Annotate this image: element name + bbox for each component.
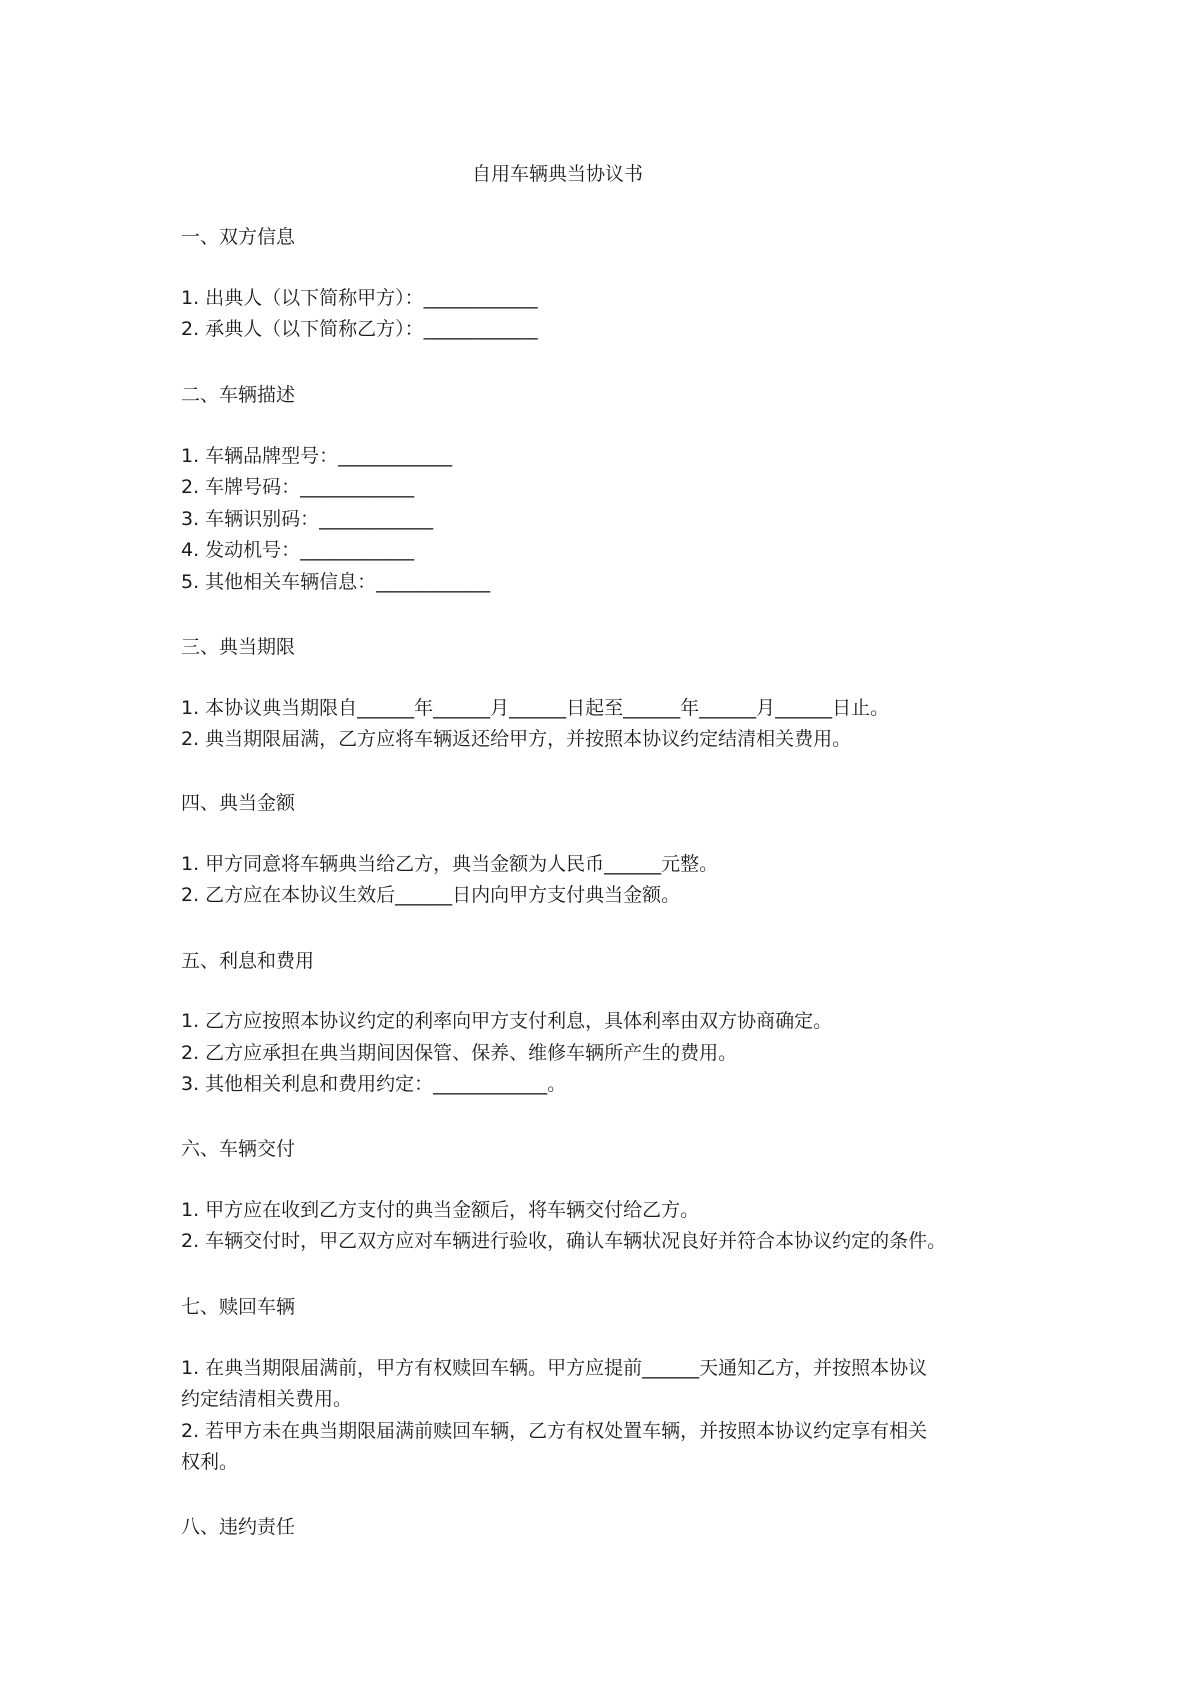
clause-line: 2. 乙方应承担在典当期间因保管、保养、维修车辆所产生的费用。 [181,1042,738,1064]
section-heading-term: 三、典当期限 [181,636,296,658]
clause-line: 2. 若甲方未在典当期限届满前赎回车辆，乙方有权处置车辆，并按照本协议约定享有相关 [181,1420,928,1442]
clause-line: 1. 乙方应按照本协议约定的利率向甲方支付利息，具体利率由双方协商确定。 [181,1010,833,1032]
clause-line: 2. 车牌号码：____________ [181,476,415,498]
clause-line: 2. 典当期限届满，乙方应将车辆返还给甲方，并按照本协议约定结清相关费用。 [181,728,852,750]
document-title: 自用车辆典当协议书 [471,163,643,185]
clause-line: 2. 车辆交付时，甲乙双方应对车辆进行验收，确认车辆状况良好并符合本协议约定的条件。 [181,1230,947,1252]
clause-line: 约定结清相关费用。 [181,1388,353,1410]
section-heading-liability: 八、违约责任 [181,1516,296,1538]
clause-line: 1. 车辆品牌型号：____________ [181,445,453,467]
clause-line: 1. 甲方同意将车辆典当给乙方，典当金额为人民币______元整。 [181,853,719,875]
clause-line: 1. 在典当期限届满前，甲方有权赎回车辆。甲方应提前______天通知乙方，并按照本协议 [181,1357,928,1379]
clause-line: 4. 发动机号：____________ [181,539,415,561]
clause-line: 权利。 [181,1451,239,1473]
clause-line: 3. 车辆识别码：____________ [181,508,434,530]
section-heading-vehicle: 二、车辆描述 [181,384,296,406]
section-heading-amount: 四、典当金额 [181,792,296,814]
clause-line: 1. 出典人（以下简称甲方）：____________ [181,287,538,309]
clause-line: 2. 乙方应在本协议生效后______日内向甲方支付典当金额。 [181,884,681,906]
clause-line: 3. 其他相关利息和费用约定：____________。 [181,1073,567,1095]
section-heading-redemption: 七、赎回车辆 [181,1296,296,1318]
clause-line: 5. 其他相关车辆信息：____________ [181,571,491,593]
section-heading-interest: 五、利息和费用 [181,950,315,972]
section-heading-delivery: 六、车辆交付 [181,1138,296,1160]
clause-line: 1. 甲方应在收到乙方支付的典当金额后，将车辆交付给乙方。 [181,1199,700,1221]
clause-line: 1. 本协议典当期限自______年______月______日起至______年______月______日止。 [181,697,890,719]
section-heading-parties: 一、双方信息 [181,226,296,248]
clause-line: 2. 承典人（以下简称乙方）：____________ [181,318,538,340]
